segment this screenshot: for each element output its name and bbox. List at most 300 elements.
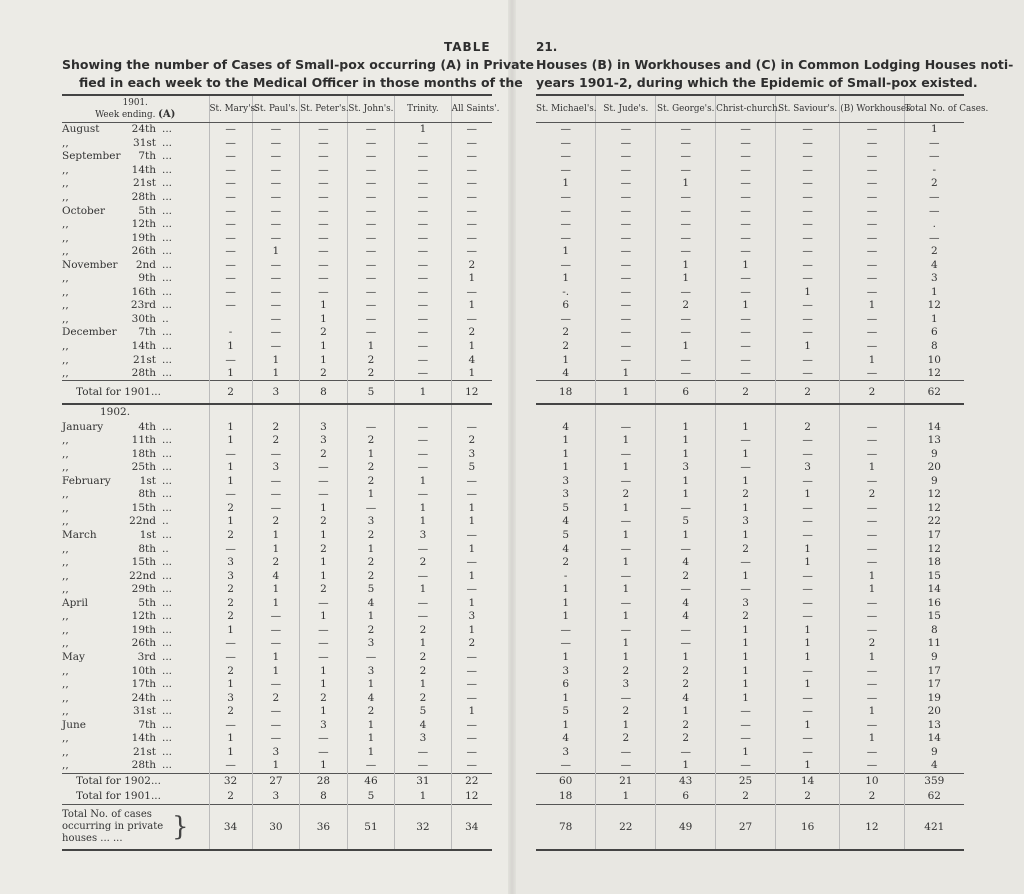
right-value-cell: — (560, 150, 571, 163)
table-row (62, 326, 492, 340)
table-row (62, 637, 492, 651)
left-value-cell: 1 (451, 542, 492, 556)
right-value-cell: — (840, 759, 904, 773)
day-label: 8th (138, 542, 156, 555)
right-value-cell: — (776, 313, 840, 327)
right-value-cell: — (596, 150, 656, 164)
right-value-cell: — (776, 177, 840, 191)
right-value-cell: 3 (596, 678, 656, 692)
left-value-cell: 2 (395, 691, 451, 705)
day-label: 9th (138, 272, 156, 285)
right-value-cell: 1 (840, 353, 904, 367)
table-row (62, 691, 492, 705)
right-value-cell: — (656, 746, 716, 760)
right-value-cell: — (596, 245, 656, 259)
right-value-cell: — (656, 326, 716, 340)
month-label: ,, (62, 231, 69, 244)
right-value-cell: 13 (904, 718, 964, 732)
week-ending-cell (62, 150, 209, 164)
total-value-cell: 2 (776, 789, 840, 805)
right-value-cell: 2 (596, 732, 656, 746)
right-value-cell: 1 (656, 177, 716, 191)
total-value-cell: 60 (536, 773, 596, 789)
week-ending-cell (62, 502, 209, 516)
right-value-cell: 22 (904, 515, 964, 529)
left-value-cell: — (395, 258, 451, 272)
left-value-cell: — (300, 746, 348, 760)
left-value-cell: 1 (300, 664, 348, 678)
month-label: April (62, 596, 89, 609)
title-right-line-2: years 1901-2, during which the Epidemic of Small-pox existed. (536, 75, 978, 90)
left-value-cell: 1 (300, 353, 348, 367)
left-value-cell: — (451, 286, 492, 300)
left-value-cell: 1 (300, 502, 348, 516)
right-value-cell: 1 (904, 286, 964, 300)
day-label: 25th (131, 461, 156, 474)
right-value-cell: 1 (904, 313, 964, 327)
left-value-cell: 1 (209, 515, 252, 529)
left-value-cell: 2 (252, 434, 300, 448)
total-row (62, 789, 492, 805)
left-value-cell: — (395, 569, 451, 583)
left-value-cell: — (347, 177, 395, 191)
total-value-cell: 18 (536, 381, 596, 405)
table-row (536, 718, 964, 732)
right-value-cell: — (840, 204, 904, 218)
table-row (62, 245, 492, 259)
right-value-cell: — (716, 218, 776, 232)
left-value-cell: 2 (209, 664, 252, 678)
left-value-cell: — (347, 218, 395, 232)
left-value-cell: — (252, 164, 300, 178)
left-value-cell: — (252, 624, 300, 638)
day-label: 14th (131, 732, 156, 745)
left-value-cell: 2 (395, 651, 451, 665)
total-value-cell: 22 (451, 773, 492, 789)
leader-dots: ... (162, 204, 173, 217)
right-value-cell: 9 (904, 447, 964, 461)
left-value-cell: — (395, 299, 451, 313)
total-private-text (62, 809, 172, 845)
left-value-cell: — (451, 529, 492, 543)
left-value-cell: — (451, 759, 492, 773)
left-value-cell: — (300, 231, 348, 245)
right-value-cell: 1 (656, 475, 716, 489)
left-value-cell: — (300, 137, 348, 151)
month-label: May (62, 650, 85, 663)
right-value-cell: — (596, 759, 656, 773)
table-row (62, 367, 492, 381)
right-value-cell: — (776, 502, 840, 516)
table-row (62, 150, 492, 164)
blank-cell (451, 404, 492, 420)
month-label: ,, (62, 556, 69, 569)
col-header-st-johns: St. John's. (347, 95, 395, 123)
left-value-cell: — (395, 272, 451, 286)
week-ending-cell (62, 475, 209, 489)
month-label: ,, (62, 191, 69, 203)
month-label: ,, (62, 218, 69, 231)
right-value-cell: — (716, 286, 776, 300)
col-header-workhouses: (B) Workhouses. (840, 95, 904, 123)
month-label: ,, (62, 515, 69, 528)
right-value-cell: 1 (776, 488, 840, 502)
right-value-cell: 1 (840, 461, 904, 475)
left-value-cell: — (209, 231, 252, 245)
table-row (62, 286, 492, 300)
table-row (536, 542, 964, 556)
label-line: houses ... ... (62, 832, 123, 844)
right-value-cell: 1 (596, 367, 656, 381)
left-value-cell: 2 (252, 515, 300, 529)
right-value-cell: — (560, 204, 571, 217)
left-value-cell: — (209, 542, 252, 556)
right-value-cell: — (716, 340, 776, 354)
right-value-cell: - (563, 569, 568, 582)
table-row (536, 488, 964, 502)
table-row (536, 583, 964, 597)
left-value-cell: 2 (347, 705, 395, 719)
left-value-cell: 3 (252, 746, 300, 760)
right-value-cell: — (656, 313, 716, 327)
left-value-cell: — (252, 191, 300, 205)
total-value-cell: 51 (347, 804, 395, 850)
week-ending-cell (62, 231, 209, 245)
table-row (62, 461, 492, 475)
day-label: 14th (131, 340, 156, 353)
left-value-cell: — (252, 678, 300, 692)
right-value-cell: 1 (840, 569, 904, 583)
right-value-cell: 1 (776, 651, 840, 665)
col-header-st-peters: St. Peter's. (300, 95, 348, 123)
left-value-cell: — (347, 204, 395, 218)
right-value-cell: — (716, 367, 776, 381)
blank-cell (252, 404, 300, 420)
table-row (62, 231, 492, 245)
left-value-cell: 1 (209, 746, 252, 760)
table-row (536, 569, 964, 583)
left-value-cell: 3 (300, 718, 348, 732)
day-label: 12th (131, 218, 156, 231)
right-value-cell: — (776, 529, 840, 543)
week-ending-cell (62, 597, 209, 611)
left-value-cell: — (451, 123, 492, 137)
right-value-cell: — (596, 231, 656, 245)
left-value-cell: 3 (209, 691, 252, 705)
table-row (536, 286, 964, 300)
leader-dots: ... (162, 447, 173, 460)
left-value-cell: 2 (347, 475, 395, 489)
label-line: occurring in private (62, 820, 164, 832)
leader-dots: ... (162, 705, 173, 718)
total-value-cell: 49 (656, 804, 716, 850)
right-value-cell: 18 (904, 556, 964, 570)
month-label: ,, (62, 745, 69, 758)
left-value-cell: — (451, 732, 492, 746)
left-value-cell: 2 (347, 353, 395, 367)
right-value-cell: — (596, 420, 656, 434)
left-value-cell: — (395, 245, 451, 259)
month-label: ,, (62, 461, 69, 474)
left-value-cell: — (395, 218, 451, 232)
left-value-cell: — (252, 718, 300, 732)
table-row (536, 746, 964, 760)
table-row (536, 420, 964, 434)
week-ending-cell (62, 137, 209, 151)
table-row (536, 597, 964, 611)
right-value-cell: — (776, 434, 840, 448)
left-value-cell: — (451, 137, 492, 151)
week-ending-cell (62, 569, 209, 583)
left-value-cell: — (300, 204, 348, 218)
right-value-cell: — (776, 732, 840, 746)
total-value-cell: 12 (840, 804, 904, 850)
right-value-cell: 12 (904, 488, 964, 502)
total-value-cell: 34 (451, 804, 492, 850)
right-value-cell: — (560, 312, 571, 325)
left-value-cell: — (300, 651, 348, 665)
leader-dots: ... (162, 759, 173, 772)
right-value-cell: — (840, 367, 904, 381)
left-value-cell: 3 (395, 732, 451, 746)
left-value-cell: 1 (209, 624, 252, 638)
total-row (536, 381, 964, 405)
right-value-cell: — (656, 191, 716, 205)
month-label: November (62, 258, 118, 271)
total-value-cell: 12 (451, 381, 492, 405)
right-value-cell: 5 (656, 515, 716, 529)
total-value-cell: 1 (596, 381, 656, 405)
day-label: 22nd (129, 569, 156, 582)
right-value-cell: — (776, 583, 840, 597)
left-value-cell: — (347, 123, 395, 137)
right-value-cell: 12 (904, 502, 964, 516)
left-value-cell: 3 (209, 556, 252, 570)
left-value-cell: — (252, 231, 300, 245)
leader-dots: ... (162, 136, 173, 149)
month-label: ,, (62, 501, 69, 514)
month-label: September (62, 150, 121, 163)
right-value-cell: — (840, 515, 904, 529)
table-row (62, 164, 492, 178)
leader-dots: ... (162, 258, 173, 271)
right-value-cell: 19 (904, 691, 964, 705)
left-value-cell: 1 (252, 529, 300, 543)
left-value-cell: 2 (300, 542, 348, 556)
total-value-cell: 2 (209, 381, 252, 405)
total-value-cell: 3 (252, 381, 300, 405)
left-value-cell: — (395, 610, 451, 624)
week-ending-cell (62, 434, 209, 448)
right-value-cell: — (596, 258, 656, 272)
left-value-cell: — (451, 718, 492, 732)
right-value-cell: 1 (562, 691, 570, 704)
leader-dots: ... (162, 353, 173, 366)
left-value-cell: 1 (451, 597, 492, 611)
total-value-cell: 1 (395, 789, 451, 805)
total-value-cell: 27 (252, 773, 300, 789)
left-value-cell: 3 (300, 434, 348, 448)
leader-dots: ... (162, 664, 173, 677)
right-value-cell: — (840, 597, 904, 611)
right-value-cell: 4 (656, 610, 716, 624)
day-label: 24th (131, 123, 156, 136)
right-value-cell: — (840, 542, 904, 556)
right-value-cell: 1 (716, 651, 776, 665)
leader-dots: .. (162, 542, 169, 555)
right-value-cell: 4 (904, 759, 964, 773)
week-ending-cell (62, 664, 209, 678)
week-ending-cell (62, 732, 209, 746)
left-value-cell: 2 (347, 461, 395, 475)
leader-dots: ... (162, 123, 173, 136)
right-value-cell: — (716, 434, 776, 448)
blank-cell (395, 404, 451, 420)
total-value-cell: 359 (904, 773, 964, 789)
right-value-cell: — (840, 502, 904, 516)
leader-dots: ... (162, 678, 173, 691)
right-value-cell: — (776, 610, 840, 624)
day-label: 28th (131, 367, 156, 380)
right-value-cell: 4 (562, 367, 570, 380)
right-value-cell: 12 (904, 542, 964, 556)
total-value-cell: 27 (716, 804, 776, 850)
right-value-cell: 4 (562, 515, 570, 528)
table-row (536, 732, 964, 746)
month-label: ,, (62, 272, 69, 285)
right-value-cell: 1 (840, 732, 904, 746)
right-value-cell: — (776, 597, 840, 611)
left-value-cell: — (395, 164, 451, 178)
day-label: 15th (131, 556, 156, 569)
right-value-cell: — (596, 204, 656, 218)
left-value-cell: — (252, 137, 300, 151)
right-value-cell: 2 (656, 718, 716, 732)
table-row (62, 340, 492, 354)
total-value-cell: 2 (840, 381, 904, 405)
right-value-cell: 2 (562, 326, 570, 339)
left-value-cell: 1 (209, 461, 252, 475)
table-row (536, 678, 964, 692)
day-label: 2nd (135, 258, 156, 271)
right-value-cell: — (840, 678, 904, 692)
right-value-cell: — (716, 705, 776, 719)
left-value-cell: 1 (252, 597, 300, 611)
left-value-cell: — (451, 488, 492, 502)
right-value-cell: — (656, 204, 716, 218)
col-header-st-michaels: St. Michael's. (536, 95, 596, 123)
right-value-cell: — (776, 272, 840, 286)
table-row (536, 258, 964, 272)
left-value-cell: 2 (451, 637, 492, 651)
leader-dots: ... (162, 150, 173, 163)
left-value-cell: — (252, 705, 300, 719)
right-value-cell: 1 (656, 434, 716, 448)
total-row (536, 773, 964, 789)
left-value-cell: — (209, 245, 252, 259)
right-value-cell: — (776, 691, 840, 705)
total-private-row (62, 804, 492, 850)
right-value-cell: 1 (904, 123, 964, 137)
right-value-cell: — (840, 420, 904, 434)
leader-dots: ... (162, 434, 173, 447)
right-value-cell: 1 (562, 718, 570, 731)
right-value-cell: 1 (596, 434, 656, 448)
right-value-cell: 1 (596, 556, 656, 570)
week-ending-cell (62, 759, 209, 773)
left-value-cell: — (451, 651, 492, 665)
left-value-cell: 2 (300, 583, 348, 597)
left-value-cell: — (209, 651, 252, 665)
table-row (62, 664, 492, 678)
left-value-cell: 3 (395, 529, 451, 543)
right-value-cell: — (596, 746, 656, 760)
day-label: 19th (131, 623, 156, 636)
month-label: December (62, 326, 117, 339)
left-value-cell: 1 (300, 313, 348, 327)
leader-dots: .. (162, 312, 169, 325)
left-value-cell: 2 (451, 258, 492, 272)
left-value-cell: — (252, 637, 300, 651)
col-header-st-georges: St. George's. (656, 95, 716, 123)
right-value-cell: 1 (716, 664, 776, 678)
right-value-cell: — (840, 664, 904, 678)
table-row (536, 664, 964, 678)
right-value-cell: 2 (596, 705, 656, 719)
right-value-cell: 5 (562, 705, 570, 718)
week-ending-cell (62, 245, 209, 259)
total-value-cell: 31 (395, 773, 451, 789)
left-value-cell: 1 (300, 705, 348, 719)
left-value-cell: 3 (209, 569, 252, 583)
table-row (536, 367, 964, 381)
right-value-cell: 1 (716, 529, 776, 543)
leader-dots: ... (162, 285, 173, 298)
right-value-cell: 1 (596, 610, 656, 624)
leader-dots: ... (162, 245, 173, 258)
right-value-cell: 11 (904, 637, 964, 651)
right-value-cell: 12 (904, 299, 964, 313)
right-value-cell: 3 (716, 515, 776, 529)
blank-cell (536, 404, 596, 420)
right-value-cell: — (656, 231, 716, 245)
right-value-cell: 3 (904, 272, 964, 286)
right-value-cell: — (840, 123, 904, 137)
left-value-cell: — (451, 245, 492, 259)
left-value-cell: — (209, 353, 252, 367)
right-value-cell: — (656, 123, 716, 137)
leader-dots: ... (162, 177, 173, 190)
left-value-cell: — (252, 488, 300, 502)
right-value-cell: 1 (840, 583, 904, 597)
right-value-cell: 1 (562, 610, 570, 623)
left-value-cell: 1 (451, 299, 492, 313)
left-value-cell: — (395, 191, 451, 205)
left-value-cell: — (209, 488, 252, 502)
right-data-table (536, 94, 989, 851)
left-value-cell: 1 (300, 556, 348, 570)
total-value-cell: 10 (840, 773, 904, 789)
right-value-cell: — (596, 164, 656, 178)
left-value-cell: — (395, 286, 451, 300)
leader-dots: ... (162, 529, 173, 542)
right-value-cell: — (656, 218, 716, 232)
total-value-cell: 5 (347, 789, 395, 805)
left-value-cell: 3 (347, 515, 395, 529)
right-value-cell: 2 (656, 299, 716, 313)
right-value-cell: . (904, 218, 964, 232)
right-value-cell: — (596, 177, 656, 191)
